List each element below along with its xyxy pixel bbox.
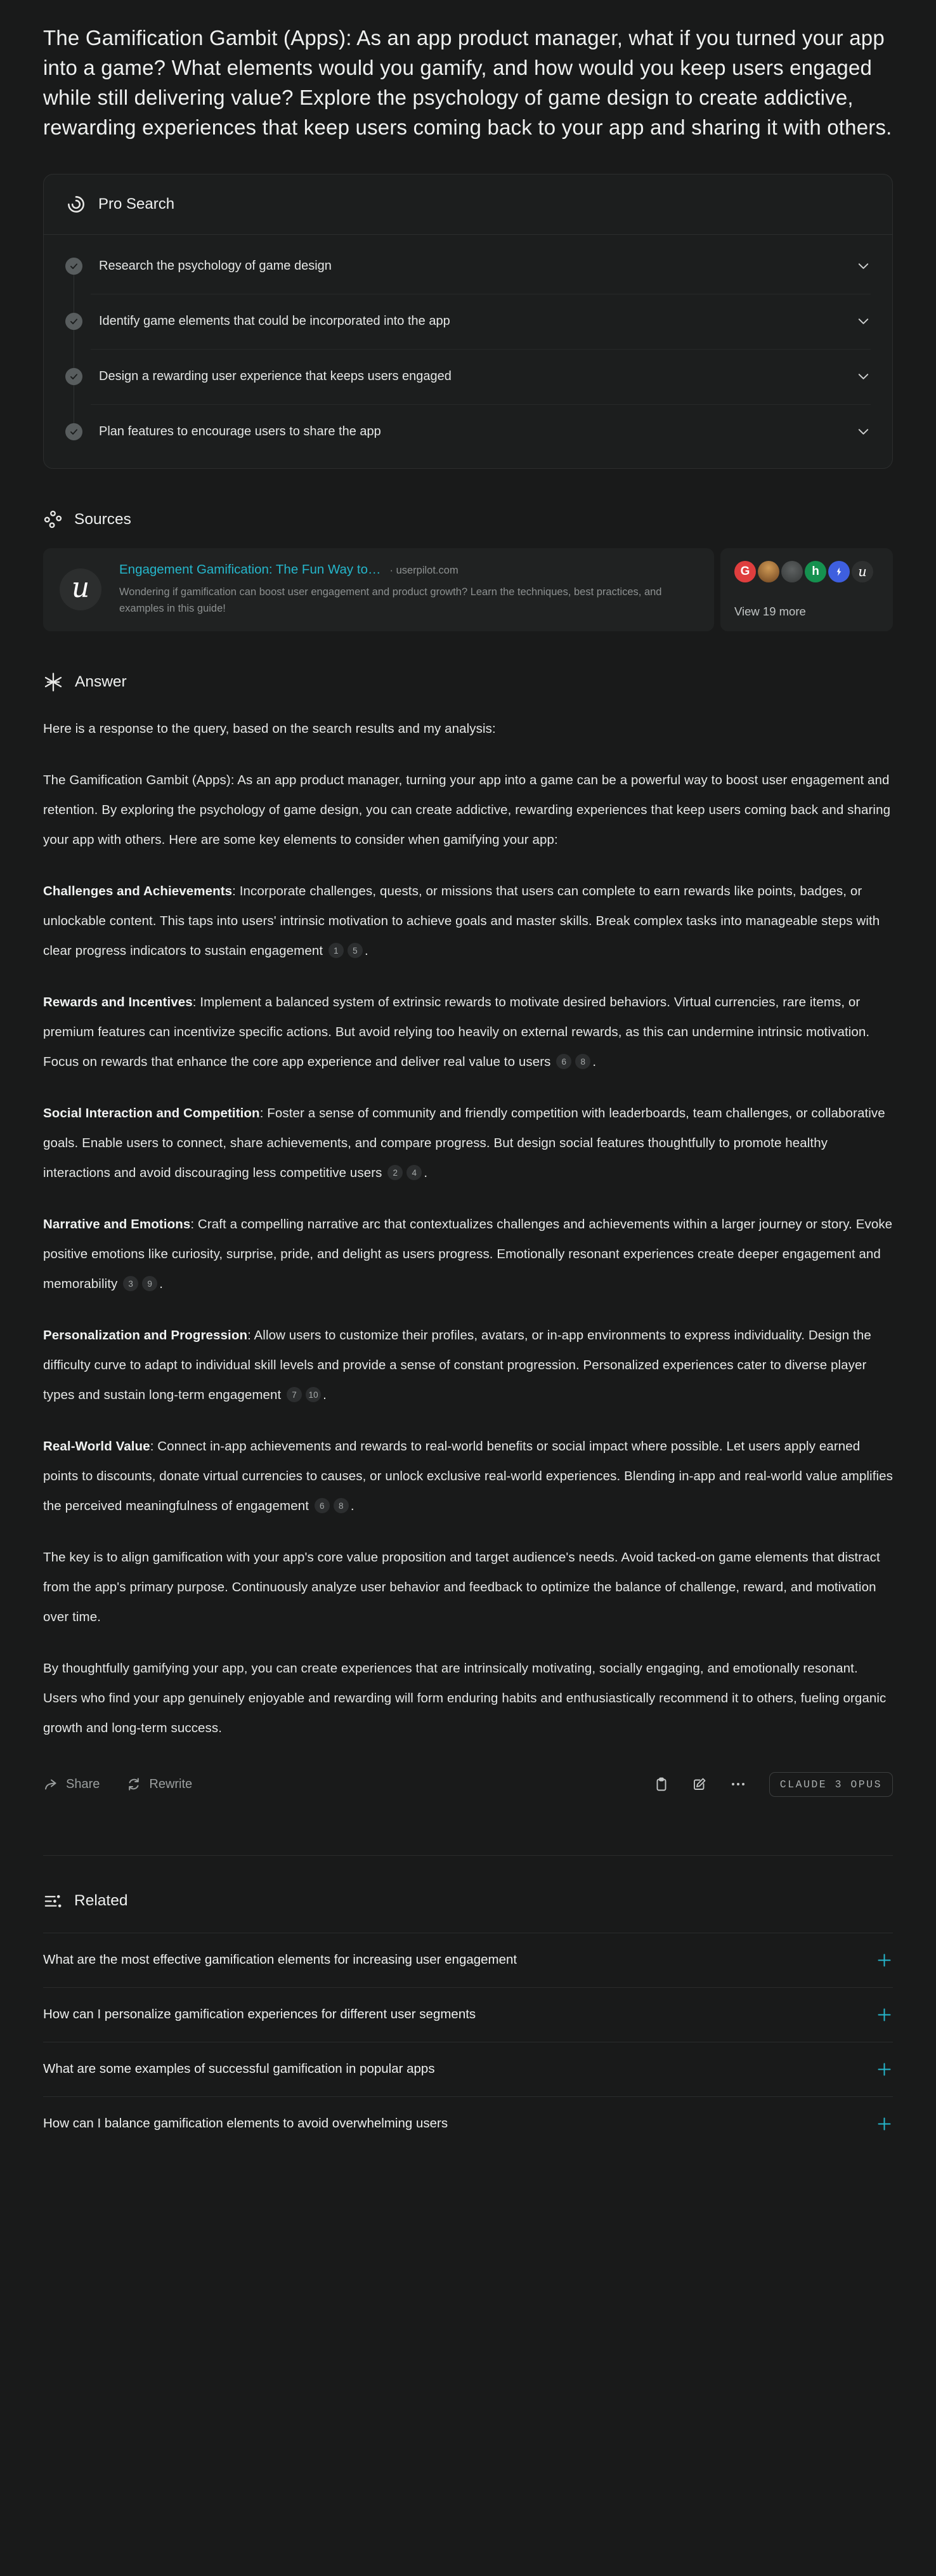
related-question[interactable] — [43, 1933, 893, 1987]
related-question-label: What are some examples of successful gamification in popular apps — [43, 2061, 435, 2077]
sources-header — [43, 509, 893, 529]
related-question-label: How can I personalize gamification experiences for different user segments — [43, 2007, 476, 2022]
paragraph-lead: Real-World Value — [43, 1438, 150, 1454]
rewrite-cycle-icon — [126, 1777, 141, 1792]
blue-bolt-favicon — [828, 561, 850, 582]
dark-portrait-favicon — [781, 561, 803, 582]
source-card[interactable] — [43, 548, 714, 631]
paragraph-lead: Rewards and Incentives — [43, 994, 193, 1009]
model-badge[interactable]: CLAUDE 3 OPUS — [769, 1772, 893, 1797]
pro-search-header — [44, 174, 892, 234]
citation-badge[interactable]: 9 — [142, 1276, 157, 1291]
related-question[interactable] — [43, 2042, 893, 2096]
related-question[interactable] — [43, 2096, 893, 2151]
citation-badge[interactable]: 3 — [123, 1276, 138, 1291]
paragraph-lead: Social Interaction and Competition — [43, 1105, 260, 1120]
toolbar-right — [654, 1772, 893, 1797]
source-avatar: u — [60, 568, 101, 610]
answer-paragraph: The Gamification Gambit (Apps): As an app product manager, turning your app into a game can be a powerful way to boost user engagement and retention. By exploring the psychology of game design, you can create addictive, rewarding experiences that keep users coming back and sharing your app with others. Here are some key elements to consider when gamifying your app: — [43, 772, 891, 847]
pro-search-step[interactable] — [65, 349, 871, 404]
plus-icon[interactable] — [876, 2061, 893, 2078]
pro-search-step-label: Plan features to encourage users to share the app — [99, 424, 381, 438]
rewrite-label: Rewrite — [149, 1777, 193, 1791]
citation-badge[interactable]: 8 — [575, 1054, 590, 1069]
plus-icon[interactable] — [876, 2006, 893, 2023]
edit-pencil-icon[interactable] — [692, 1777, 707, 1792]
check-circle-icon — [65, 423, 82, 440]
related-question-label: How can I balance gamification elements to avoid overwhelming users — [43, 2116, 448, 2131]
dots-cluster-icon — [43, 509, 63, 529]
paragraph-lead: Personalization and Progression — [43, 1327, 248, 1343]
starburst-icon — [43, 672, 63, 692]
answer-paragraph: Narrative and Emotions: Craft a compelling narrative arc that contextualizes challenges and achievements within a larger journey or story. Evoke positive emotions like curiosity, surprise, pride, and delight as users progress. Emotionally resonant experiences create deeper engagement and memorability 3 9 . — [43, 1216, 893, 1291]
answer-paragraph: The key is to align gamification with your app's core value proposition and target audience's needs. Avoid tacked-on game elements that distract from the app's primary purpose. Continuously analyze user behavior and feedback to optimize the balance of challenge, reward, and motivation over time. — [43, 1549, 880, 1624]
answer-paragraph: Real-World Value: Connect in-app achievements and rewards to real-world benefits or social impact where possible. Let users apply earned points to discounts, donate virtual currencies to causes, or unlock exclusive real-world experiences. Blending in-app and real-world value amplifies the perceived meaningfulness of engagement 6 8 . — [43, 1438, 894, 1513]
related-title: Related — [74, 1892, 128, 1910]
answer-header — [43, 672, 893, 692]
pro-search-step-label: Research the psychology of game design — [99, 259, 332, 273]
source-card-body — [119, 562, 698, 617]
plus-icon[interactable] — [876, 1952, 893, 1969]
answer-paragraph: Rewards and Incentives: Implement a balanced system of extrinsic rewards to motivate desired behaviors. Virtual currencies, rare items, or premium features can incentivize specific actions. But avoid relying too heavily on external rewards, as this can undermine intrinsic motivation. Focus on rewards that enhance the core app experience and deliver real value to users 6 8 . — [43, 994, 870, 1069]
view-more-label: View 19 more — [734, 604, 806, 618]
plus-icon[interactable] — [876, 2115, 893, 2132]
related-header — [43, 1891, 893, 1911]
pro-search-steps — [44, 235, 892, 468]
pro-search-step-label: Design a rewarding user experience that keeps users engaged — [99, 369, 452, 383]
citation-badge[interactable]: 5 — [348, 943, 363, 958]
related-question-label: What are the most effective gamification elements for increasing user engagement — [43, 1952, 517, 1968]
citation-badge[interactable]: 7 — [287, 1387, 302, 1402]
view-more-sources-card[interactable] — [720, 548, 893, 631]
clipboard-icon[interactable] — [654, 1777, 669, 1792]
rewrite-button[interactable] — [126, 1777, 192, 1792]
chevron-down-icon[interactable] — [856, 259, 871, 273]
query-text: The Gamification Gambit (Apps): As an app product manager, what if you turned your app into a game? What elements would you gamify, and how would you keep users engaged while still delivering value? Explore the psychology of game design to create addictive, rewarding experiences that keep users coming back to your app and sharing it with others. — [43, 26, 892, 139]
answer-paragraph: By thoughtfully gamifying your app, you can create experiences that are intrinsically motivating, socially engaging, and emotionally resonant. Users who find your app genuinely enjoyable and rewarding will form enduring habits and enthusiastically recommend it to others, fueling organic growth and long-term success. — [43, 1660, 887, 1735]
answer-paragraph: Here is a response to the query, based on the search results and my analysis: — [43, 721, 496, 736]
citation-badge[interactable]: 6 — [556, 1054, 571, 1069]
citation-badge[interactable]: 1 — [328, 943, 344, 958]
paragraph-lead: Narrative and Emotions — [43, 1216, 191, 1232]
citation-badge[interactable]: 4 — [406, 1165, 422, 1180]
chevron-down-icon[interactable] — [856, 314, 871, 329]
answer-section — [43, 672, 893, 1743]
userpilot-favicon: u — [852, 561, 873, 582]
answer-body — [43, 714, 893, 1743]
source-description: Wondering if gamification can boost user engagement and product growth? Learn the techniques, best practices, and examples in this guide! — [119, 586, 662, 615]
chevron-down-icon[interactable] — [856, 424, 871, 439]
citation-badge[interactable]: 8 — [334, 1498, 349, 1513]
paragraph-lead: Challenges and Achievements — [43, 883, 233, 898]
chevron-down-icon[interactable] — [856, 369, 871, 384]
sources-title: Sources — [74, 510, 131, 528]
share-label: Share — [66, 1777, 100, 1791]
ellipsis-icon[interactable] — [730, 1777, 746, 1792]
sources-row — [43, 548, 893, 631]
related-question[interactable] — [43, 1987, 893, 2042]
citation-badge[interactable]: 10 — [306, 1387, 321, 1402]
pro-search-step[interactable] — [65, 239, 871, 294]
red-g-favicon: G — [734, 561, 756, 582]
answer-paragraph: Social Interaction and Competition: Foster a sense of community and friendly competition with leaderboards, team challenges, or collaborative goals. Enable users to connect, share achievements, and compare progress. But design social features thoughtfully to promote healthy interactions and avoid discouraging less competitive users 2 4 . — [43, 1105, 885, 1180]
pro-search-step[interactable] — [65, 404, 871, 459]
related-section — [43, 1891, 893, 2151]
divider — [43, 1855, 893, 1856]
share-button[interactable] — [43, 1777, 100, 1792]
source-domain: · userpilot.com — [389, 565, 458, 576]
citation-badge[interactable]: 2 — [387, 1165, 403, 1180]
toolbar-left — [43, 1777, 192, 1792]
check-circle-icon — [65, 313, 82, 330]
sources-section — [43, 509, 893, 631]
check-circle-icon — [65, 368, 82, 385]
answer-toolbar — [43, 1772, 893, 1797]
answer-title: Answer — [75, 673, 127, 690]
portrait-avatar-favicon — [758, 561, 779, 582]
answer-paragraph: Personalization and Progression: Allow users to customize their profiles, avatars, or in-app environments to express individuality. Design the difficulty curve to adapt to individual skill levels and provide a sense of constant progression. Personalized experiences cater to diverse player types and sustain long-term engagement 7 10 . — [43, 1327, 871, 1402]
answer-paragraph: Challenges and Achievements: Incorporate challenges, quests, or missions that users can complete to earn rewards like points, badges, or unlockable content. This taps into users' intrinsic motivation to achieve goals and master skills. Break complex tasks into manageable steps with clear progress indicators to sustain engagement 1 5 . — [43, 883, 880, 958]
pro-search-card — [43, 174, 893, 469]
source-title[interactable]: Engagement Gamification: The Fun Way to… — [119, 562, 381, 577]
related-list — [43, 1933, 893, 2151]
sliders-icon — [43, 1891, 63, 1911]
share-arrow-icon — [43, 1777, 58, 1792]
check-circle-icon — [65, 258, 82, 275]
citation-badge[interactable]: 6 — [315, 1498, 330, 1513]
green-h-favicon: h — [805, 561, 826, 582]
pro-search-step-label: Identify game elements that could be incorporated into the app — [99, 314, 450, 328]
source-favicons — [734, 561, 879, 582]
swirl-icon — [65, 194, 87, 215]
pro-search-title: Pro Search — [98, 195, 175, 213]
pro-search-step[interactable] — [65, 294, 871, 349]
